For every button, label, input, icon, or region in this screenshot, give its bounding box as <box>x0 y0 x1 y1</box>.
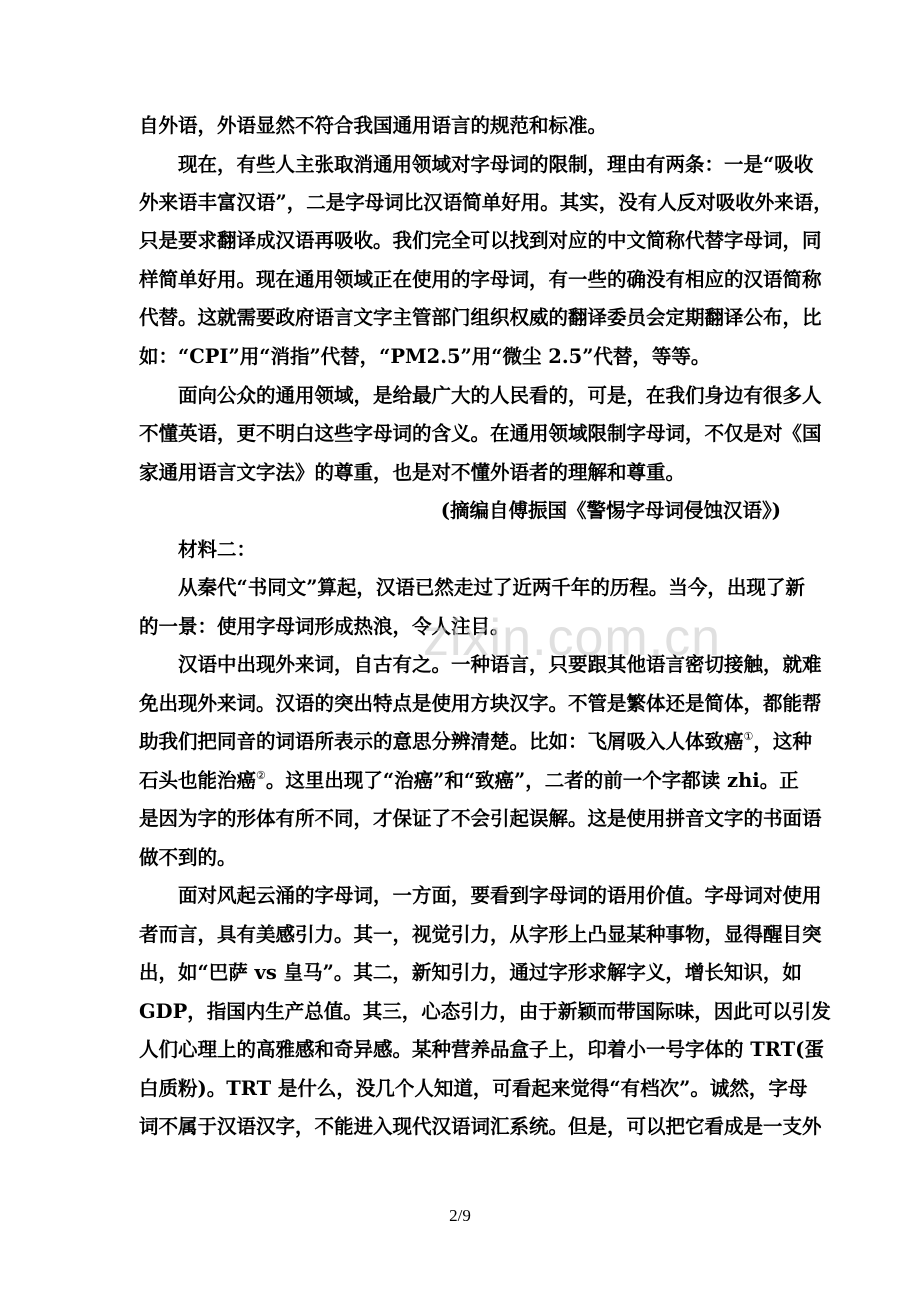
paragraph-line: 面对风起云涌的字母词，一方面，要看到字母词的语用价值。字母词对使用 <box>178 884 822 907</box>
footnote-mark: ① <box>743 730 754 743</box>
paragraph-line: 白质粉)。TRT 是什么，没几个人知道，可看起来觉得“有档次”。诚然，字母 <box>139 1077 808 1100</box>
paragraph-line: 自外语，外语显然不符合我国通用语言的规范和标准。 <box>139 114 608 137</box>
paragraph-line: 做不到的。 <box>139 846 237 869</box>
paragraph-line: 样简单好用。现在通用领域正在使用的字母词，有一些的确没有相应的汉语简称 <box>139 268 822 291</box>
watermark: zixin.com.cn <box>423 609 722 667</box>
paragraph-line: 词不属于汉语汉字，不能进入现代汉语词汇系统。但是，可以把它看成是一支外 <box>139 1115 822 1138</box>
paragraph-line: 现在，有些人主张取消通用领域对字母词的限制，理由有两条：一是“吸收 <box>178 153 814 176</box>
paragraph-line: 者而言，具有美感引力。其一，视觉引力，从字形上凸显某种事物，显得醒目突 <box>139 923 822 946</box>
source-attribution: (摘编自傅振国《警惕字母词侵蚀汉语》) <box>440 499 781 522</box>
paragraph-line <box>139 769 799 793</box>
footnote-mark: ② <box>256 769 266 782</box>
paragraph-line: 如：“CPI”用“消指”代替，“PM2.5”用“微尘 2.5”代替，等等。 <box>139 345 711 368</box>
paragraph-line: 面向公众的通用领域，是给最广大的人民看的，可是，在我们身边有很多人 <box>178 384 822 407</box>
paragraph-line: 从秦代“书同文”算起，汉语已然走过了近两千年的历程。当今，出现了新 <box>178 576 805 599</box>
paragraph-line: 家通用语言文字法》的尊重，也是对不懂外语者的理解和尊重。 <box>139 461 686 484</box>
page-number: 2/9 <box>449 1206 471 1225</box>
section-heading: 材料二： <box>178 538 257 561</box>
paragraph-line: GDP，指国内生产总值。其三，心态引力，由于新颖而带国际味，因此可以引发 <box>139 1000 831 1023</box>
paragraph-line: 是因为字的形体有所不同，才保证了不会引起误解。这是使用拼音文字的书面语 <box>139 807 822 830</box>
paragraph-line <box>139 730 812 754</box>
paragraph-line: 外来语丰富汉语”，二是字母词比汉语简单好用。其实，没有人反对吸收外来语， <box>139 191 833 214</box>
paragraph-line: 人们心理上的高雅感和奇异感。某种营养品盒子上，印着小一号字体的 TRT(蛋 <box>139 1038 824 1061</box>
line-text: 。这里出现了“治癌”和“致癌”，二者的前一个字都读 zhi。正 <box>265 769 799 792</box>
paragraph-line: 出，如“巴萨 vs 皇马”。其二，新知引力，通过字形求解字义，增长知识，如 <box>139 961 802 984</box>
line-text: 助我们把同音的词语所表示的意思分辨清楚。比如：飞屑吸入人体致癌 <box>139 730 744 753</box>
paragraph-line: 代替。这就需要政府语言文字主管部门组织权威的翻译委员会定期翻译公布，比 <box>139 306 822 329</box>
paragraph-line: 只是要求翻译成汉语再吸收。我们完全可以找到对应的中文简称代替字母词，同 <box>139 229 822 252</box>
paragraph-line: 不懂英语，更不明白这些字母词的含义。在通用领域限制字母词，不仅是对《国 <box>139 422 822 445</box>
paragraph-line: 免出现外来词。汉语的突出特点是使用方块汉字。不管是繁体还是简体，都能帮 <box>139 692 822 715</box>
line-text: 石头也能治癌 <box>139 769 257 792</box>
paragraph-line: 汉语中出现外来词，自古有之。一种语言，只要跟其他语言密切接触，就难 <box>178 653 822 676</box>
line-text: ，这种 <box>753 730 812 753</box>
paragraph-line: 的一景：使用字母词形成热浪，令人注目。 <box>139 615 510 638</box>
